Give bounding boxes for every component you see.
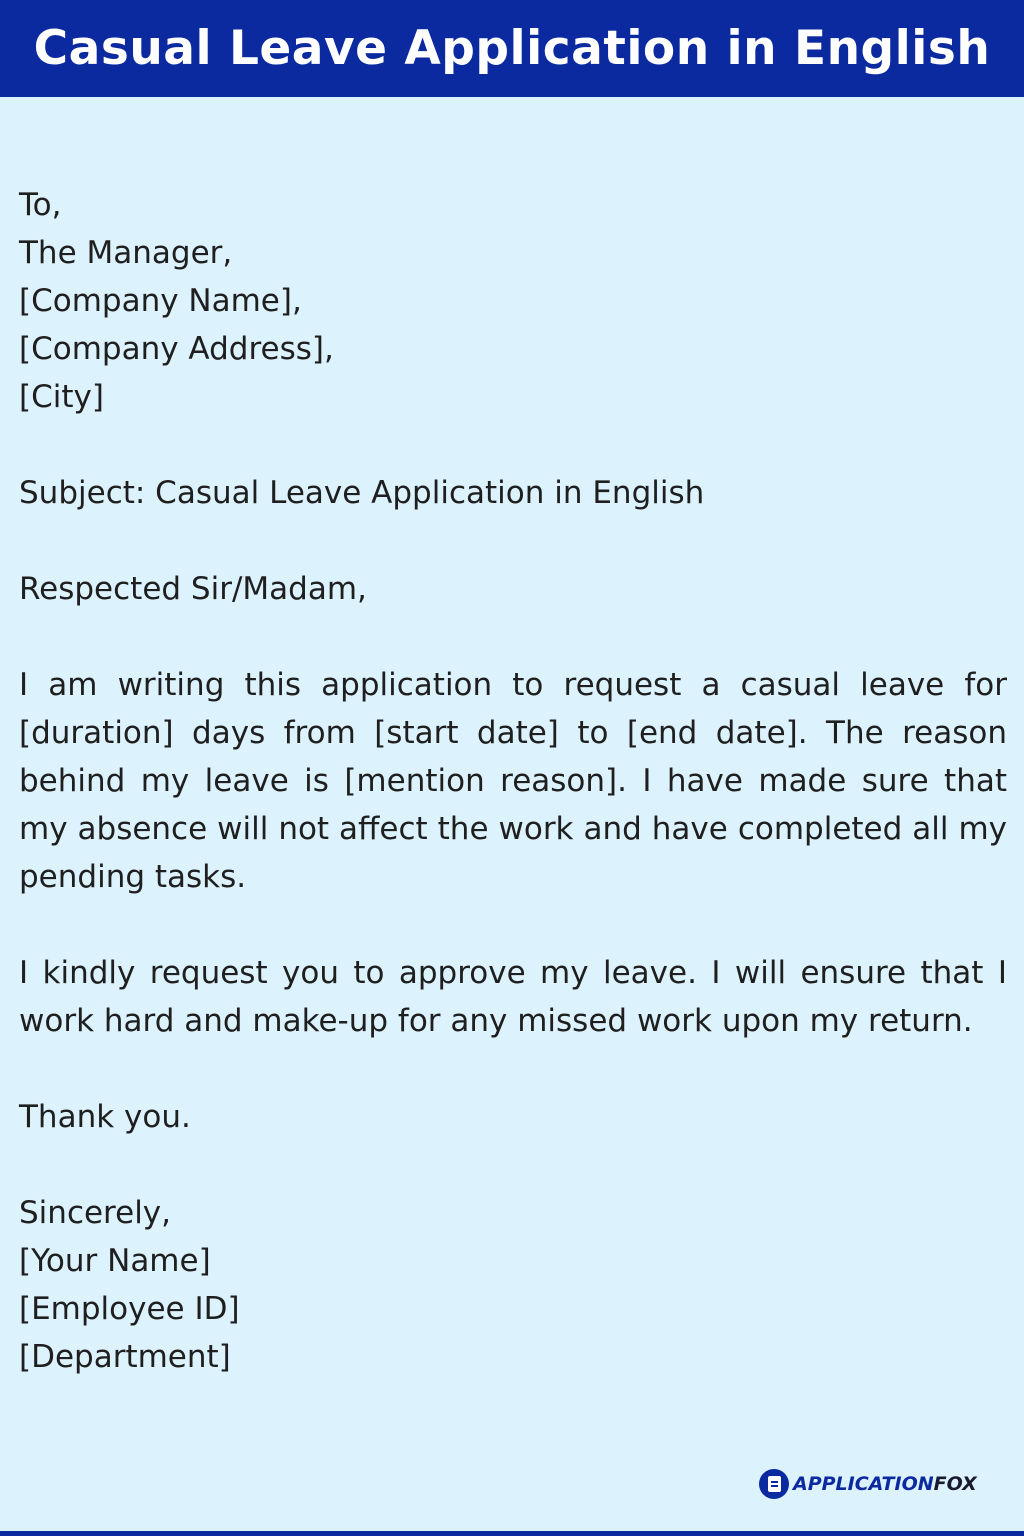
address-line: [Company Address], (19, 331, 334, 367)
letter-body (19, 181, 1007, 1381)
address-line: The Manager, (19, 235, 233, 271)
address-line: To, (19, 187, 62, 223)
brand-name-main: APPLICATION (793, 1473, 934, 1495)
thanks-line: Thank you. (19, 1099, 191, 1135)
closing-line: Sincerely, (19, 1195, 172, 1231)
brand-name-accent: FOX (933, 1473, 977, 1495)
salutation: Respected Sir/Madam, (19, 571, 367, 607)
document-icon (759, 1469, 789, 1499)
page-title: Casual Leave Application in English (33, 21, 991, 76)
body-paragraph-1: I am writing this application to request a casual leave for [duration] days from [start date] to [end date]. The reason behind my leave is [mention reason]. I have made sure that my absence will not affect the work and have completed all my pending tasks. (19, 667, 1007, 895)
brand-logo (759, 1469, 977, 1499)
body-paragraph-2: I kindly request you to approve my leave. I will ensure that I work hard and make-up for any missed work upon my return. (19, 955, 1007, 1039)
subject-line: Subject: Casual Leave Application in English (19, 475, 705, 511)
signature-line: [Department] (19, 1339, 231, 1375)
address-line: [City] (19, 379, 104, 415)
page-header (0, 0, 1024, 97)
bottom-border (0, 1531, 1024, 1536)
signature-line: [Employee ID] (19, 1291, 240, 1327)
address-line: [Company Name], (19, 283, 302, 319)
signature-line: [Your Name] (19, 1243, 211, 1279)
brand-name (793, 1473, 977, 1495)
